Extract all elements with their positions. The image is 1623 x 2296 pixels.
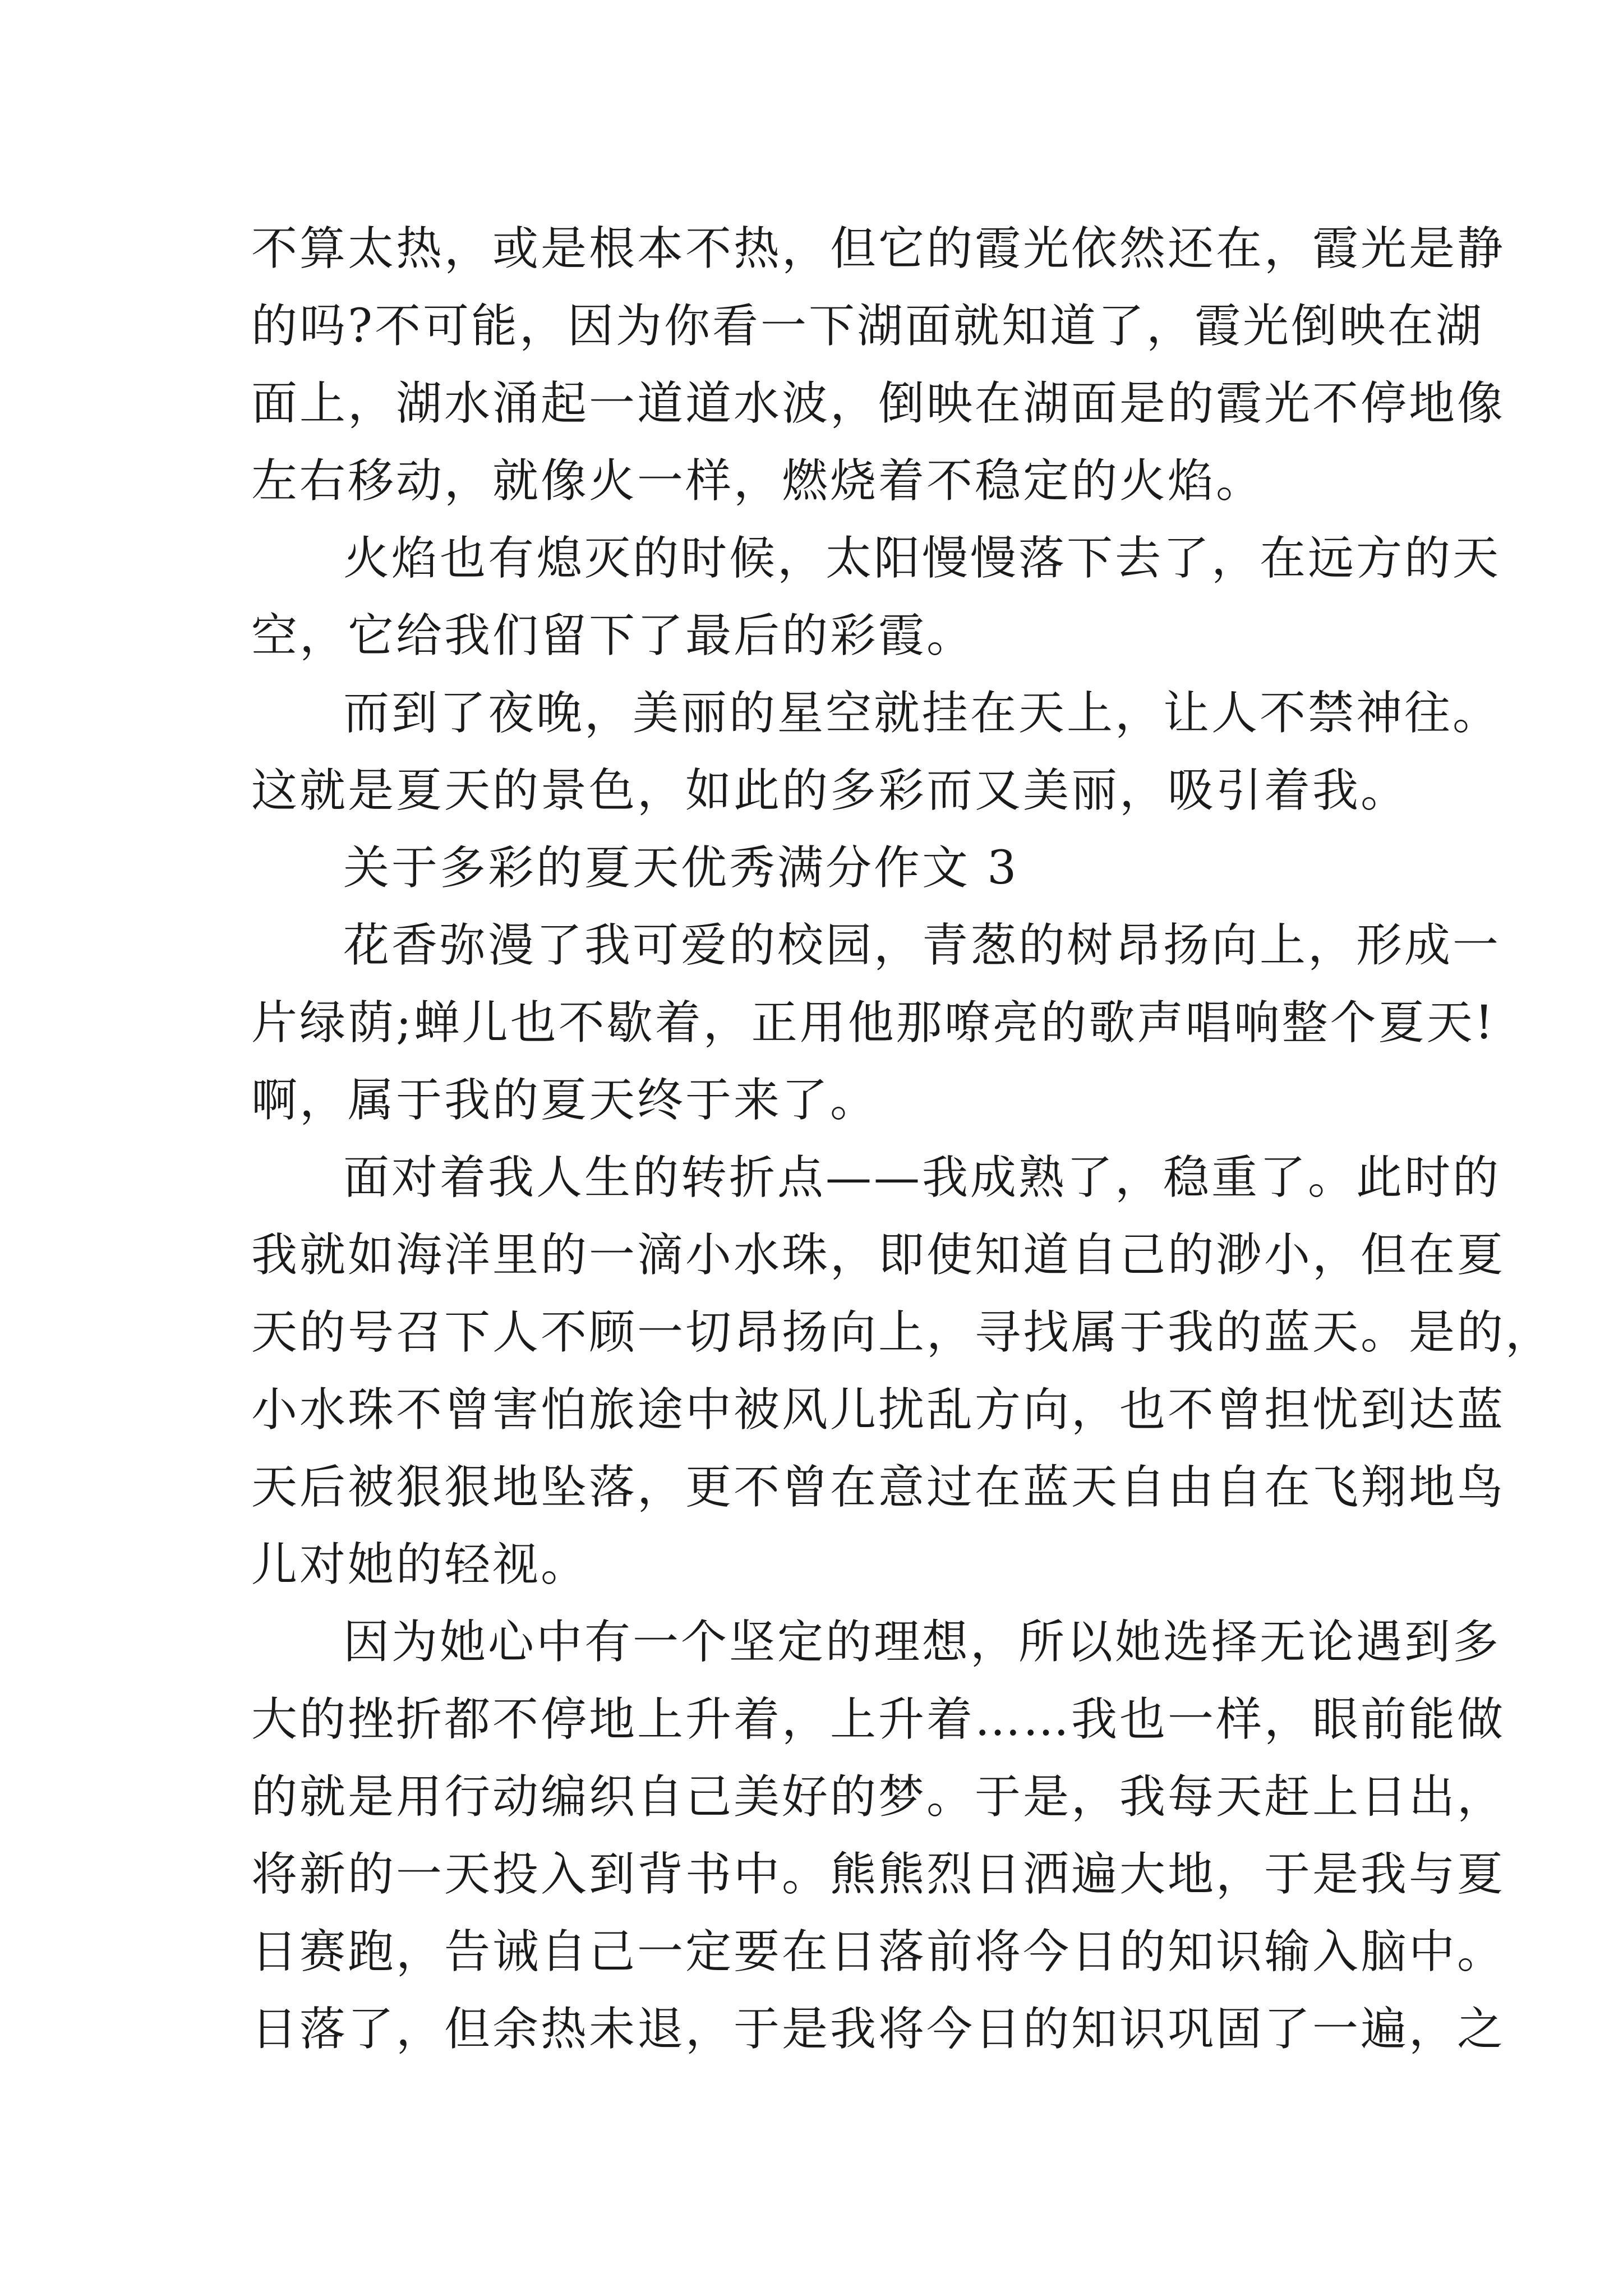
text-line: 日落了，但余热未退，于是我将今日的知识巩固了一遍，之: [251, 2003, 1506, 2056]
text-line: 天后被狠狠地坠落，更不曾在意过在蓝天自由自在飞翔地鸟: [251, 1461, 1506, 1514]
section-heading: 关于多彩的夏天优秀满分作文 3: [343, 841, 1019, 895]
text-line: 左右移动，就像火一样，燃烧着不稳定的火焰。: [251, 454, 1265, 508]
text-line: 的吗?不可能，因为你看一下湖面就知道了，霞光倒映在湖: [251, 300, 1484, 353]
paragraph-first-line: 而到了夜晚，美丽的星空就挂在天上，让人不禁神往。: [343, 687, 1501, 740]
text-line: 儿对她的轻视。: [251, 1538, 589, 1591]
text-line: 我就如海洋里的一滴小水珠，即使知道自己的渺小，但在夏: [251, 1228, 1506, 1282]
text-line: 日赛跑，告诫自己一定要在日落前将今日的知识输入脑中。: [251, 1925, 1506, 1978]
text-line: 天的号召下人不顾一切昂扬向上，寻找属于我的蓝天。是的，: [251, 1306, 1554, 1359]
text-line: 空，它给我们留下了最后的彩霞。: [251, 609, 975, 662]
text-line: 片绿荫;蝉儿也不歇着，正用他那嘹亮的歌声唱响整个夏天!: [251, 996, 1496, 1050]
text-line: 小水珠不曾害怕旅途中被风儿扰乱方向，也不曾担忧到达蓝: [251, 1383, 1506, 1437]
paragraph-first-line: 面对着我人生的转折点——我成熟了，稳重了。此时的: [343, 1151, 1501, 1204]
text-line: 面上，湖水涌起一道道水波，倒映在湖面是的霞光不停地像: [251, 377, 1506, 430]
text-line: 将新的一天投入到背书中。熊熊烈日洒遍大地，于是我与夏: [251, 1848, 1506, 1901]
paragraph-first-line: 因为她心中有一个坚定的理想，所以她选择无论遇到多: [343, 1616, 1501, 1669]
paragraph-first-line: 花香弥漫了我可爱的校园，青葱的树昂扬向上，形成一: [343, 919, 1501, 972]
text-line: 啊，属于我的夏天终于来了。: [251, 1074, 879, 1127]
paragraph-first-line: 火焰也有熄灭的时候，太阳慢慢落下去了，在远方的天: [343, 532, 1501, 585]
text-line: 不算太热，或是根本不热，但它的霞光依然还在，霞光是静: [251, 222, 1506, 275]
text-line: 的就是用行动编织自己美好的梦。于是，我每天赶上日出，: [251, 1770, 1506, 1824]
essay-body: [251, 210, 1554, 2068]
text-line: 大的挫折都不停地上升着，上升着……我也一样，眼前能做: [251, 1693, 1506, 1746]
text-line: 这就是夏天的景色，如此的多彩而又美丽，吸引着我。: [251, 764, 1409, 817]
